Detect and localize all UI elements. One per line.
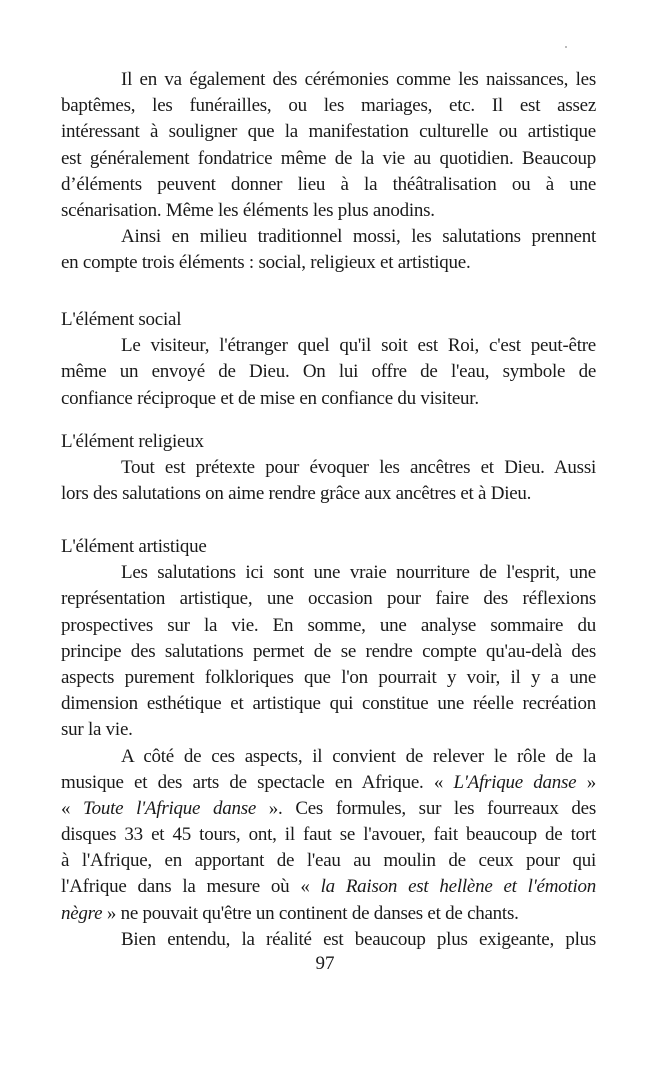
section-heading: L'élément social	[61, 309, 182, 330]
italic-quote: la Raison est hellène et l'émotion	[320, 876, 596, 898]
paragraph-line: représentation artistique, une occasion pour faire des réflexions	[61, 588, 596, 610]
paragraph-line	[61, 796, 596, 822]
text-segment: musique et des arts de spectacle en Afrique. «	[61, 771, 454, 793]
paragraph-line: Il en va également des cérémonies comme les naissances, les	[121, 69, 596, 90]
paragraph-line: principe des salutations permet de se rendre compte qu'au-delà des	[61, 640, 596, 662]
paragraph-line: disques 33 et 45 tours, ont, il faut se l'avouer, fait beaucoup de tort	[61, 824, 596, 846]
paragraph-line: baptêmes, les funérailles, ou les mariages, etc. Il est assez	[61, 95, 596, 117]
paragraph-line: même un envoyé de Dieu. On lui offre de l'eau, symbole de	[61, 361, 596, 383]
paragraph-line: prospectives sur la vie. En somme, une analyse sommaire du	[61, 614, 596, 636]
paragraph-line: lors des salutations on aime rendre grâce aux ancêtres et à Dieu.	[61, 483, 532, 505]
paragraph-line: à l'Afrique, en apportant de l'eau au moulin de ceux pour qui	[61, 850, 596, 872]
paragraph-line	[61, 770, 596, 796]
paragraph-line	[61, 874, 596, 900]
paragraph-line: confiance réciproque et de mise en confiance du visiteur.	[61, 387, 479, 409]
paragraph-line: scénarisation. Même les éléments les plus anodins.	[61, 199, 435, 221]
paragraph-line: Le visiteur, l'étranger quel qu'il soit est Roi, c'est peut-être	[121, 335, 596, 357]
paragraph-line: dimension esthétique et artistique qui constitue une réelle recréation	[61, 693, 596, 715]
text-section	[61, 429, 596, 508]
paragraph-line: sur la vie.	[61, 719, 133, 741]
text-section	[61, 307, 596, 412]
italic-quote: L'Afrique danse	[453, 771, 577, 793]
paragraph-line: intéressant à souligner que la manifestation culturelle ou artistique	[61, 121, 596, 143]
paragraph-line: Bien entendu, la réalité est beaucoup plus exigeante, plus	[121, 928, 596, 950]
paragraph-line: est généralement fondatrice même de la vie au quotidien. Beaucoup	[61, 147, 596, 169]
text-section	[61, 534, 596, 953]
text-section	[61, 67, 596, 277]
italic-quote: nègre	[61, 902, 103, 924]
page-number: 97	[315, 953, 335, 974]
paragraph-line: Ainsi en milieu traditionnel mossi, les salutations prennent	[121, 226, 596, 248]
text-segment: ». Ces formules, sur les fourreaux des	[256, 797, 596, 819]
paragraph-line: A côté de ces aspects, il convient de relever le rôle de la	[121, 745, 596, 767]
paragraph-line	[61, 901, 596, 927]
paragraph-line: aspects purement folkloriques que l'on pourrait y voir, il y a une	[61, 666, 596, 688]
text-segment: l'Afrique dans la mesure où «	[61, 876, 321, 898]
paragraph-line: Tout est prétexte pour évoquer les ancêtres et Dieu. Aussi	[121, 457, 596, 479]
scan-speck	[565, 46, 567, 48]
paragraph-line: d’éléments peuvent donner lieu à la théâtralisation ou à une	[61, 173, 596, 195]
paragraph-line: en compte trois éléments : social, religieux et artistique.	[61, 252, 471, 274]
section-heading: L'élément religieux	[61, 431, 204, 452]
italic-quote: Toute l'Afrique danse	[83, 797, 257, 819]
text-segment: » ne pouvait qu'être un continent de danses et de chants.	[102, 902, 519, 924]
text-segment: »	[576, 771, 596, 793]
section-heading: L'élément artistique	[61, 536, 207, 557]
text-segment: «	[61, 797, 84, 819]
paragraph-line: Les salutations ici sont une vraie nourriture de l'esprit, une	[121, 562, 596, 584]
